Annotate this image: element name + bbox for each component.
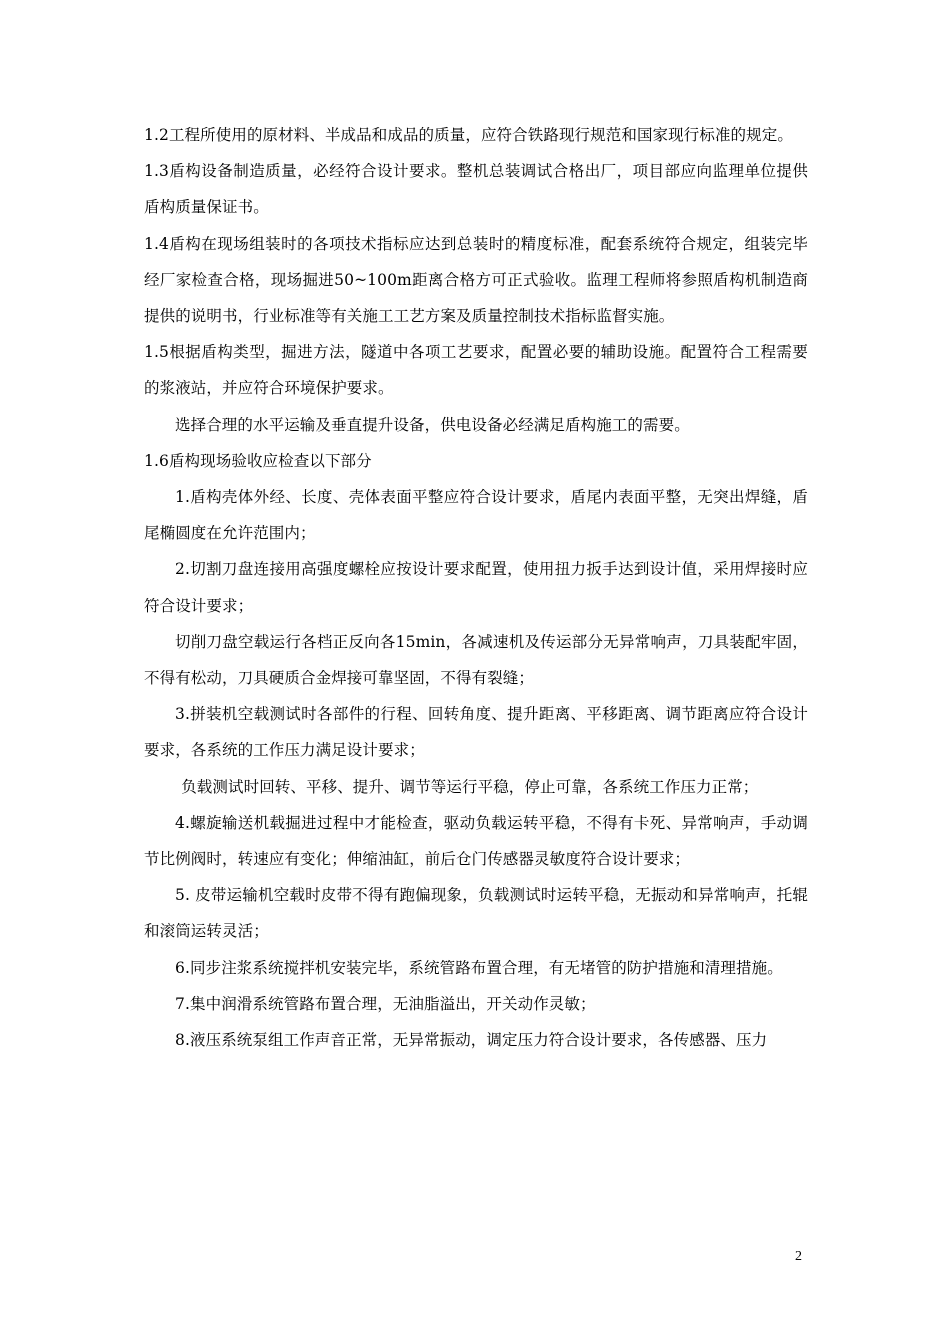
paragraph-1-6-heading: 1.6盾构现场验收应检查以下部分 bbox=[144, 451, 372, 470]
paragraph-1-5: 1.5根据盾构类型，掘进方法，隧道中各项工艺要求，配置必要的辅助设施。配置符合工程需要的浆液站，并应符合环境保护要求。 bbox=[144, 343, 808, 398]
list-item-3-erector: 3.拼装机空载测试时各部件的行程、回转角度、提升距离、平移距离、调节距离应符合设计要求，各系统的工作压力满足设计要求； bbox=[144, 705, 808, 760]
list-item-4-screw-conveyor: 4.螺旋输送机载掘进过程中才能检查，驱动负载运转平稳，不得有卡死、异常响声，手动调节比例阀时，转速应有变化；伸缩油缸，前后仓门传感器灵敏度符合设计要求； bbox=[144, 813, 808, 869]
paragraph-load-test: 负载测试时回转、平移、提升、调节等运行平稳，停止可靠，各系统工作压力正常； bbox=[181, 777, 759, 796]
document-body bbox=[144, 117, 808, 1058]
paragraph-cutterhead-test: 切削刀盘空载运行各档正反向各15min，各减速机及传运部分无异常响声，刀具装配牢固，不得有松动，刀具硬质合金焊接可靠坚固，不得有裂缝； bbox=[144, 632, 808, 688]
paragraph-1-4: 1.4盾构在现场组装时的各项技术指标应达到总装时的精度标准，配套系统符合规定，组装完毕经厂家检查合格，现场掘进50~100m距离合格方可正式验收。监理工程师将参照盾构机制造商提供的说明书，行业标准等有关施工工艺方案及质量控制技术指标监督实施。 bbox=[144, 234, 808, 326]
list-item-1-shell: 1.盾构壳体外经、长度、壳体表面平整应符合设计要求，盾尾内表面平整，无突出焊缝，盾尾椭圆度在允许范围内； bbox=[144, 488, 808, 543]
list-item-8-hydraulic: 8.液压系统泵组工作声音正常，无异常振动，调定压力符合设计要求，各传感器、压力 bbox=[175, 1031, 768, 1050]
paragraph-1-2: 1.2工程所使用的原材料、半成品和成品的质量，应符合铁路现行规范和国家现行标准的规定。 bbox=[144, 126, 793, 144]
list-item-7-lubrication: 7.集中润滑系统管路布置合理，无油脂溢出，开关动作灵敏； bbox=[175, 994, 596, 1013]
list-item-5-belt-conveyor: 5. 皮带运输机空载时皮带不得有跑偏现象，负载测试时运转平稳，无振动和异常响声，托辊和滚筒运转灵活； bbox=[144, 886, 808, 941]
list-item-2-cutterhead: 2.切割刀盘连接用高强度螺栓应按设计要求配置，使用扭力扳手达到设计值，采用焊接时应符合设计要求； bbox=[144, 560, 808, 615]
list-item-6-grouting: 6.同步注浆系统搅拌机安装完毕，系统管路布置合理，有无堵管的防护措施和清理措施。 bbox=[175, 958, 783, 977]
page-number: 2 bbox=[795, 1249, 802, 1264]
paragraph-transport: 选择合理的水平运输及垂直提升设备，供电设备必经满足盾构施工的需要。 bbox=[175, 415, 690, 434]
paragraph-1-3: 1.3盾构设备制造质量，必经符合设计要求。整机总装调试合格出厂，项目部应向监理单位提供盾构质量保证书。 bbox=[144, 162, 808, 217]
